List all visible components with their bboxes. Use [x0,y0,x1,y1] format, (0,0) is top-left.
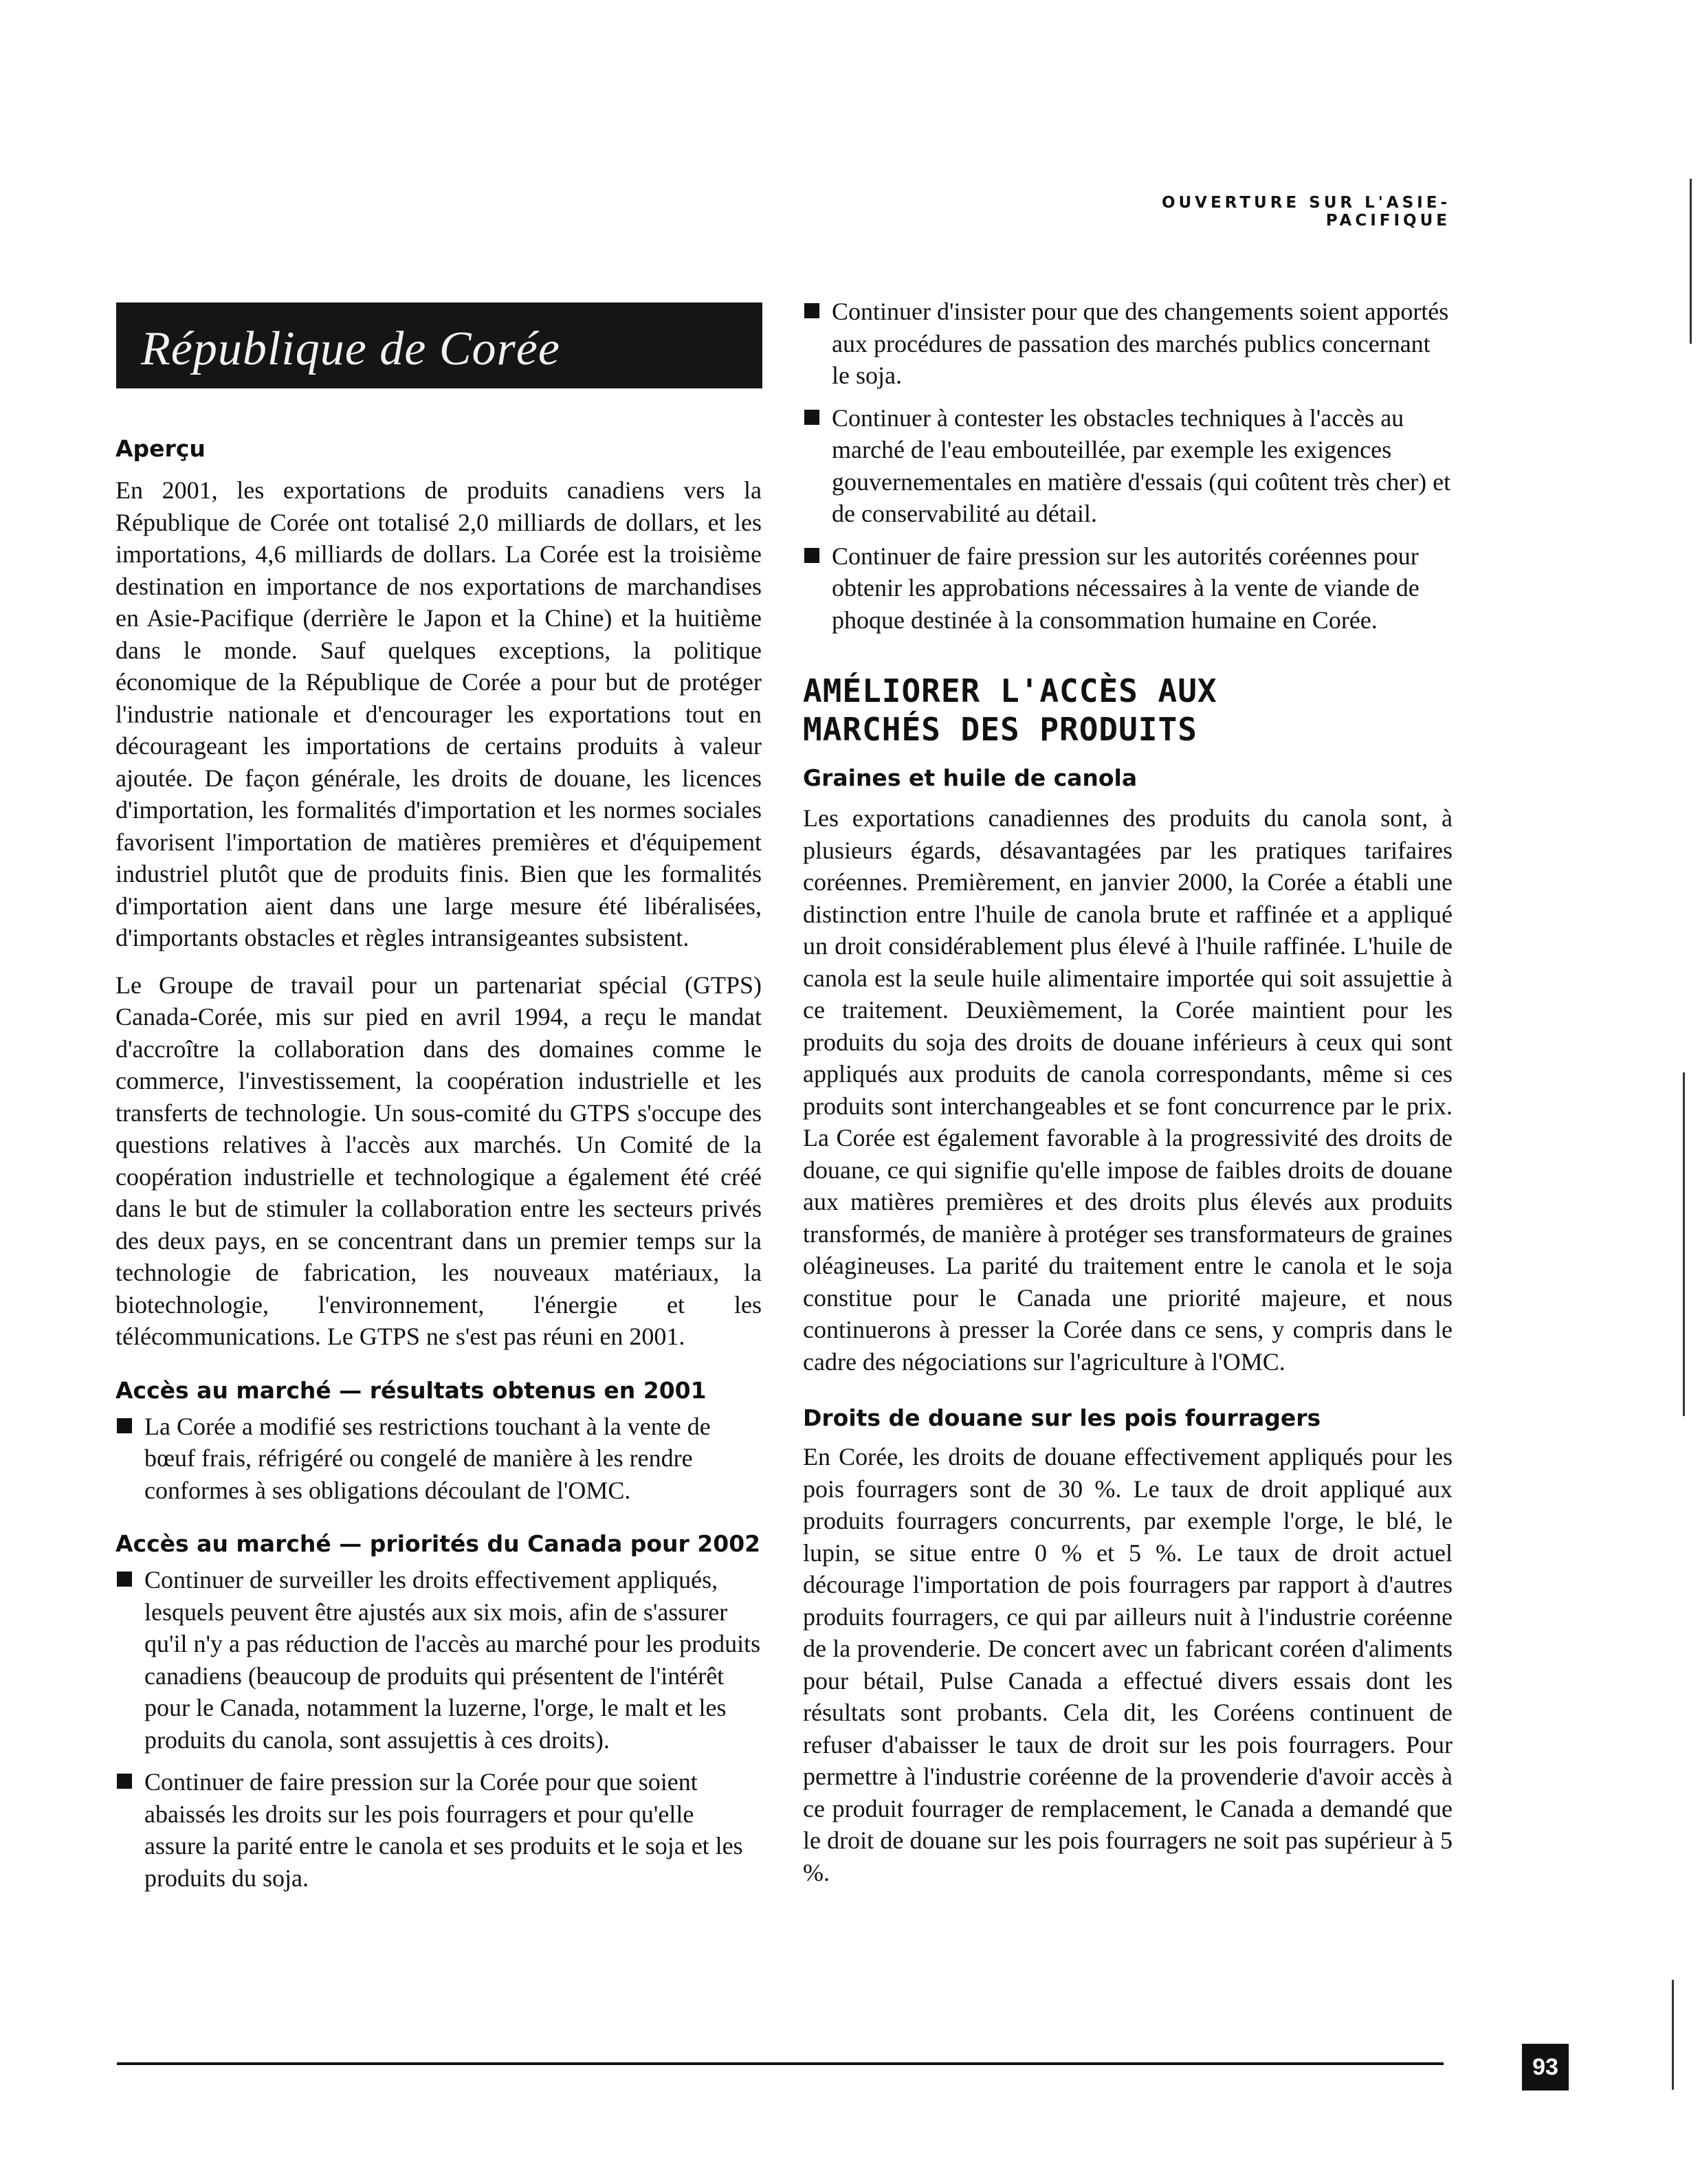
priorities-item-text: Continuer d'insister pour que des changements soient apportés aux procédures de passation des marchés publics concernant le soja. [832,298,1449,389]
list-item [803,402,1453,530]
results-item-text: La Corée a modifié ses restrictions touchant à la vente de bœuf frais, réfrigéré ou congelé de manière à les rendre conformes à ses obligations découlant de l'OMC. [144,1412,711,1504]
running-header: OUVERTURE SUR L'ASIE-PACIFIQUE [1161,194,1450,230]
list-item [115,1411,762,1507]
section-heading-line-2: MARCHÉS DES PRODUITS [803,711,1197,748]
bottom-rule [117,2062,1444,2065]
scan-edge-line [1683,1072,1685,1416]
results-heading: Accès au marché — résultats obtenus en 2001 [115,1376,707,1404]
priorities-list [115,1564,762,1894]
section-heading [803,672,1453,749]
square-bullet-icon [117,1571,132,1587]
title-band [116,302,762,388]
list-item [115,1564,762,1756]
list-item [803,540,1453,637]
peas-heading: Droits de douane sur les pois fourragers [803,1404,1321,1431]
list-item [115,1766,762,1894]
left-column [115,433,762,1894]
section-heading-line-1: AMÉLIORER L'ACCÈS AUX [803,672,1217,709]
square-bullet-icon [117,1774,132,1789]
apercu-heading: Aperçu [115,435,206,462]
page-title: République de Corée [141,322,560,375]
results-list [115,1411,762,1507]
canola-paragraph: Les exportations canadiennes des produits du canola sont, à plusieurs égards, désavantagées par les pratiques tarifaires coréennes. Premièrement, en janvier 2000, la Corée a établi une distinction entre l'huile de canola brute et raffinée et a appliqué un droit considérablement plus élevé à l'huile raffinée. L'huile de canola est la seule huile alimentaire importée qui soit assujettie à ce traitement. Deuxièmement, la Corée maintient pour les produits du soja des droits de douane inférieurs à ceux qui sont appliqués aux produits de canola correspondants, même si ces produits sont interchangeables et se font concurrence par le prix. La Corée est également favorable à la progressivité des droits de douane, ce qui signifie qu'elle impose de faibles droits de douane aux matières premières et des droits plus élevés aux produits transformés, de manière à protéger ses transformateurs de graines oléagineuses. La parité du traitement entre le canola et le soja constitue pour le Canada une priorité majeure, et nous continuerons à presser la Corée dans ce sens, y compris dans le cadre des négociations sur l'agriculture à l'OMC. [803,804,1453,1376]
canola-heading: Graines et huile de canola [803,764,1138,791]
square-bullet-icon [804,548,819,563]
square-bullet-icon [804,303,819,318]
square-bullet-icon [117,1418,132,1433]
peas-paragraph: En Corée, les droits de douane effectivement appliqués pour les pois fourragers sont de 30 %. Le taux de droit appliqué aux produits fourragers concurrents, par exemple l'orge, le blé, le lupin, se situe entre 0 % et 5 %. Le taux de droit actuel décourage l'importation de pois fourragers par rapport à d'autres produits fourragers, ce qui par ailleurs nuit à l'industrie coréenne de la provenderie. De concert avec un fabricant coréen d'aliments pour bétail, Pulse Canada a effectué divers essais dont les résultats sont probants. Cela dit, les Coréens continuent de refuser d'abaisser le taux de droit sur les pois fourragers. Pour permettre à l'industrie coréenne de la provenderie d'avoir accès à ce produit fourrager de remplacement, le Canada a demandé que le droit de douane sur les pois fourragers ne soit pas supérieur à 5 %. [803,1443,1453,1886]
priorities-item-text: Continuer de faire pression sur la Corée pour que soient abaissés les droits sur les pois fourragers et pour qu'elle assure la parité entre le canola et ses produits et le soja et les produits du soja. [144,1768,743,1892]
scan-edge-line [1672,1980,1674,2090]
right-column [803,296,1453,1888]
priorities-item-text: Continuer de surveiller les droits effectivement appliqués, lesquels peuvent être ajustés aux six mois, afin de s'assurer qu'il n'y a pas réduction de l'accès au marché pour les produits canadiens (beaucoup de produits qui présentent de l'intérêt pour le Canada, notamment la luzerne, l'orge, le malt et les produits du canola, sont assujettis à ces droits). [144,1566,761,1754]
square-bullet-icon [804,410,819,425]
page-number: 93 [1522,2044,1569,2091]
apercu-paragraph-1: En 2001, les exportations de produits canadiens vers la République de Corée ont totalisé 2,0 milliards de dollars, et les importations, 4,6 milliards de dollars. La Corée est la troisième destination en importance de nos exportations de marchandises en Asie-Pacifique (derrière le Japon et la Chine) et la huitième dans le monde. Sauf quelques exceptions, la politique économique de la République de Corée a pour but de protéger l'industrie nationale et d'encourager les exportations tout en décourageant les importations de certains produits à valeur ajoutée. De façon générale, les droits de douane, les licences d'importation, les formalités d'importation et les normes sociales favorisent l'importation de matières premières et d'équipement industriel plutôt que de produits finis. Bien que les formalités d'importation aient dans une large mesure été libéralisées, d'importants obstacles et règles intransigeantes subsistent. [115,476,762,951]
list-item [803,296,1453,392]
priorities-heading: Accès au marché — priorités du Canada pour 2002 [115,1530,761,1557]
priorities-list-continued [803,296,1453,636]
priorities-item-text: Continuer de faire pression sur les autorités coréennes pour obtenir les approbations nécessaires à la vente de viande de phoque destinée à la consommation humaine en Corée. [832,542,1420,634]
scan-edge-line [1690,179,1692,344]
apercu-paragraph-2: Le Groupe de travail pour un partenariat spécial (GTPS) Canada-Corée, mis sur pied en avril 1994, a reçu le mandat d'accroître la collaboration dans des domaines comme le commerce, l'investissement, la coopération industrielle et les transferts de technologie. Un sous-comité du GTPS s'occupe des questions relatives à l'accès aux marchés. Un Comité de la coopération industrielle et technologique a également été créé dans le but de stimuler la collaboration entre les secteurs privés des deux pays, en se concentrant dans un premier temps sur la technologie de fabrication, les nouveaux matériaux, la biotechnologie, l'environnement, l'énergie et les télécommunications. Le GTPS ne s'est pas réuni en 2001. [115,971,762,1350]
priorities-item-text: Continuer à contester les obstacles techniques à l'accès au marché de l'eau embouteillée, par exemple les exigences gouvernementales en matière d'essais (qui coûtent très cher) et de conservabilité au détail. [832,404,1451,527]
